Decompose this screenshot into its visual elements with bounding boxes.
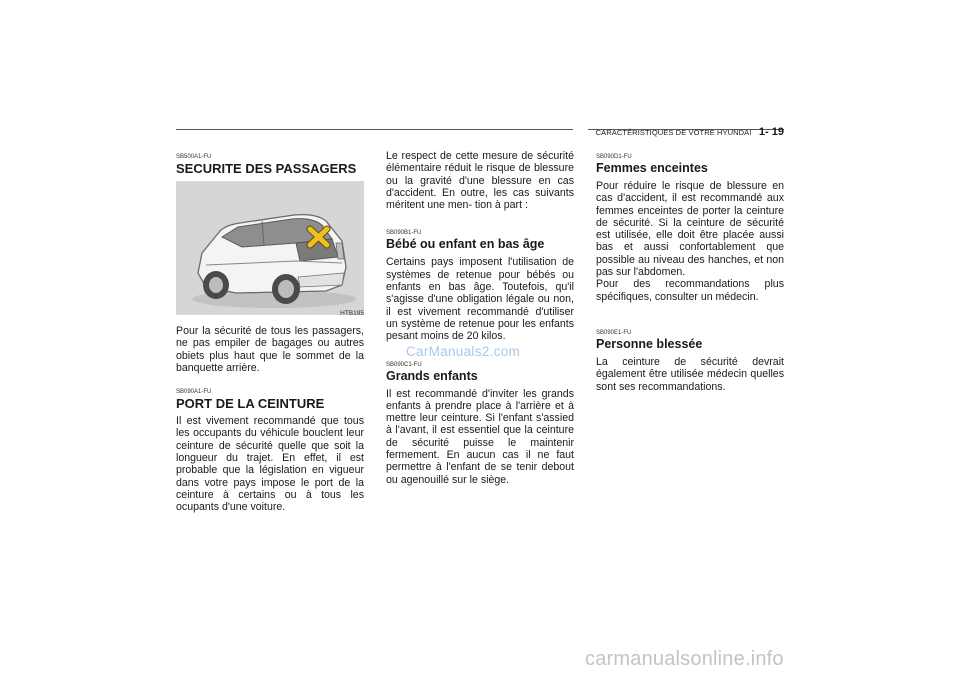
section-title-pregnant-women: Femmes enceintes xyxy=(596,161,708,175)
center-watermark: CarManuals2.com xyxy=(406,344,521,359)
page-header xyxy=(596,122,784,140)
section-code: SB090C1-FU xyxy=(386,361,422,368)
passenger-safety-text: Pour la sécurité de tous les passagers, ne pas empiler de bagages ou autres obiets plus haut que le sommet de la banquette arrière. xyxy=(176,325,364,374)
section-code: SB090D1-FU xyxy=(596,154,632,160)
seatbelt-text: Il est vivement recommandé que tous les occupants du véhicule bouclent leur ceinture de sécurité quelle que soit la longueur du trajet. En effet, il est probable que la législation en vigueur dans votre pays impose le port de la ceinture à certains ou à tous les ocupants d'une voiture. xyxy=(176,415,364,514)
section-code: SB090E1-FU xyxy=(596,329,632,336)
section-title-injured-person: Personne blessée xyxy=(596,336,703,351)
page-number: 1- 19 xyxy=(758,126,784,138)
car-illustration xyxy=(176,181,364,315)
column-2 xyxy=(386,150,574,486)
older-children-text: Il est recommandé d'inviter les grands enfants à prendre place à l'arrière et à mettre leur ceinture. Si l'enfant s'assied à l'avant, il est essentiel que la ceinture de sécurité puisse le maintenir fermement. En aucun cas il ne faut permettre à l'enfant de se tenir debout ou agenouillé sur le siège. xyxy=(386,387,574,486)
section-title-older-children: Grands enfants xyxy=(386,368,478,383)
pregnant-women-text-2: Pour des recommandations plus spécifiques, consulter un médecin. xyxy=(596,278,784,303)
section-code: SB500A1-FU xyxy=(176,154,212,160)
column-3 xyxy=(596,150,784,393)
injured-person-text: La ceinture de sécurité devrait également être utilisée médecin quelles sont ses recommandations. xyxy=(596,355,784,393)
section-title-passenger-safety: SECURITE DES PASSAGERS xyxy=(176,161,357,176)
chapter-title: CARACTÉRISTIQUES DE VOTRE HYUNDAI xyxy=(595,128,752,137)
section-title-infant: Bébé ou enfant en bas âge xyxy=(386,237,545,252)
section-code: SB090B1-FU xyxy=(386,230,422,237)
column-1 xyxy=(176,150,364,514)
footer-watermark: carmanualsonline.info xyxy=(585,648,784,670)
header-rule-left xyxy=(176,129,573,130)
car-rear-view-image xyxy=(176,181,364,315)
infant-text: Certains pays imposent l'utilisation de systèmes de retenue pour bébés ou enfants en bas âge. Toutefois, qu'il s'agisse d'une obligation légale ou non, il est vivement recommandé d'utiliser un système de retenue pour les enfants pesant moins de 20 kilos. xyxy=(386,256,574,343)
figure-code: HTB195 xyxy=(340,310,364,317)
section-code: SB090A1-FU xyxy=(176,389,212,396)
pregnant-women-text: Pour réduire le risque de blessure en cas d'accident, il est recommandé aux femmes enceintes de porter la ceinture de sécurité. Si la ceinture de sécurité est utilisée, elle doit être placée aussi bas et aussi confortablement que possible au niveau des hanches, et non pas sur l'abdomen. xyxy=(596,180,784,279)
intro-text: Le respect de cette mesure de sécurité élémentaire réduit le risque de blessure ou la gravité d'une blessure en cas d'accident. En outre, les cas suivants méritent une men- tion à part : xyxy=(386,150,574,212)
section-title-seatbelt: PORT DE LA CEINTURE xyxy=(176,396,325,412)
